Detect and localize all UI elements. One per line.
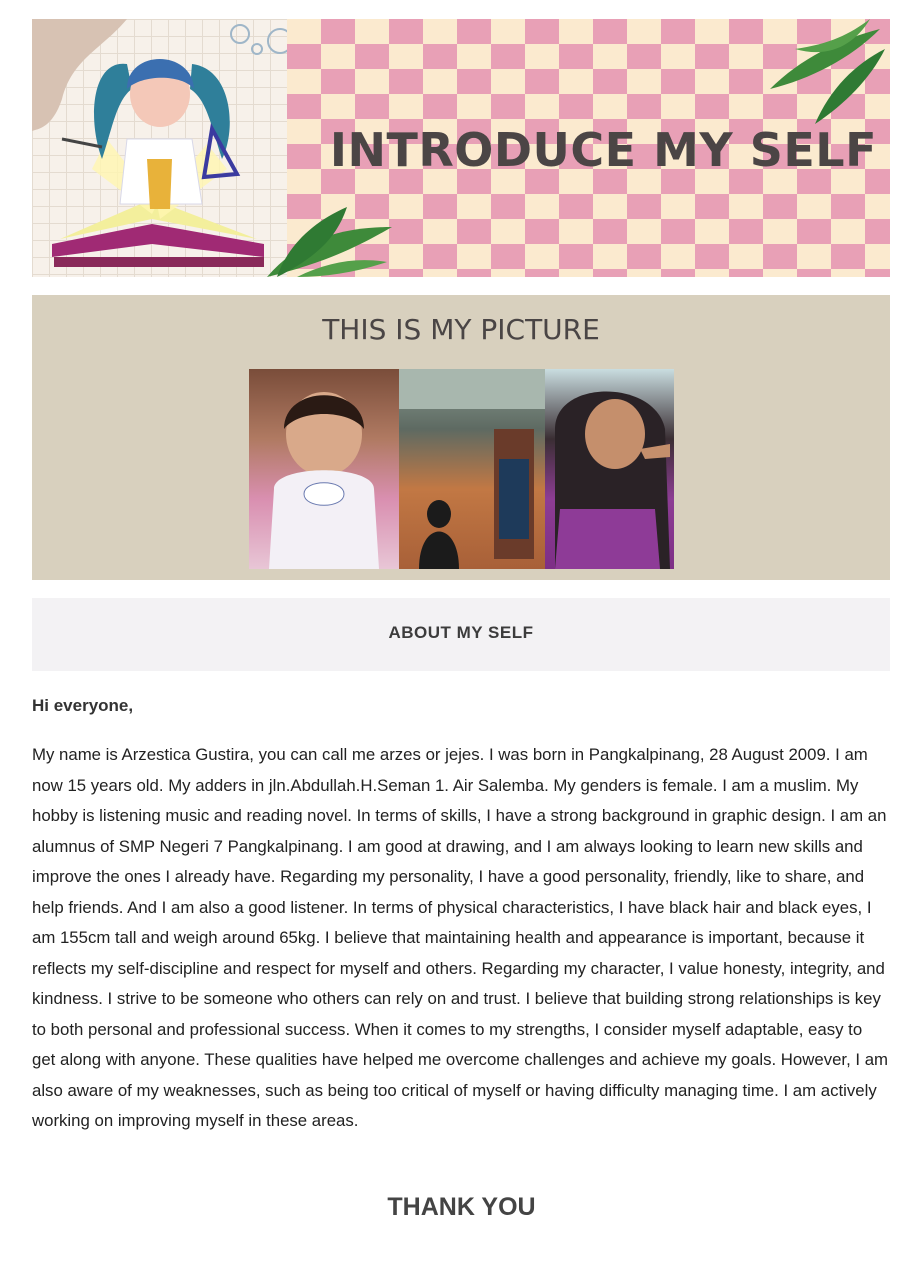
grid-paper-panel <box>32 19 287 277</box>
palm-leaf-bottom-illustration <box>257 202 397 277</box>
about-title: ABOUT MY SELF <box>388 623 534 642</box>
about-section-header <box>32 598 890 671</box>
banner-title: INTRODUCE MY SELF <box>329 123 877 177</box>
child-photo <box>249 369 399 569</box>
selfie-photo <box>545 369 674 569</box>
palm-leaf-top-right-illustration <box>760 19 890 129</box>
girl-reading-book-illustration <box>32 19 287 277</box>
about-body-text: My name is Arzestica Gustira, you can call me arzes or jejes. I was born in Pangkalpinang, 28 August 2009. I am now 15 years old. My adders in jln.Abdullah.H.Seman 1. Air Salemba. My genders is female. I am a muslim. My hobby is listening music and reading novel. In terms of skills, I have a strong background in graphic design. I am an alumnus of SMP Negeri 7 Pangkalpinang. I am good at drawing, and I am always looking to learn new skills and improve the ones I already have. Regarding my personality, I have a good personality, friendly, like to share, and help friends. And I am also a good listener. In terms of physical characteristics, I have black hair and black eyes, I am 155cm tall and weigh around 65kg. I believe that maintaining health and appearance is important, because it reflects my self-discipline and respect for myself and others. Regarding my character, I value honesty, integrity, and kindness. I strive to be someone who others can rely on and trust. I believe that building strong relationships is key to both personal and professional success. When it comes to my strengths, I consider myself adaptable, easy to get along with anyone. These qualities have helped me overcome challenges and achieve my goals. However, I am also aware of my weaknesses, such as being too critical of myself or having difficulty managing time. I am actively working on improving myself in these areas. <box>32 745 889 1130</box>
picture-section-title: THIS IS MY PICTURE <box>322 313 600 346</box>
thank-you-heading: THANK YOU <box>387 1193 536 1221</box>
building-photo <box>399 369 545 569</box>
header-banner <box>32 19 890 277</box>
picture-section <box>32 295 890 580</box>
greeting-text: Hi everyone, <box>32 696 134 715</box>
